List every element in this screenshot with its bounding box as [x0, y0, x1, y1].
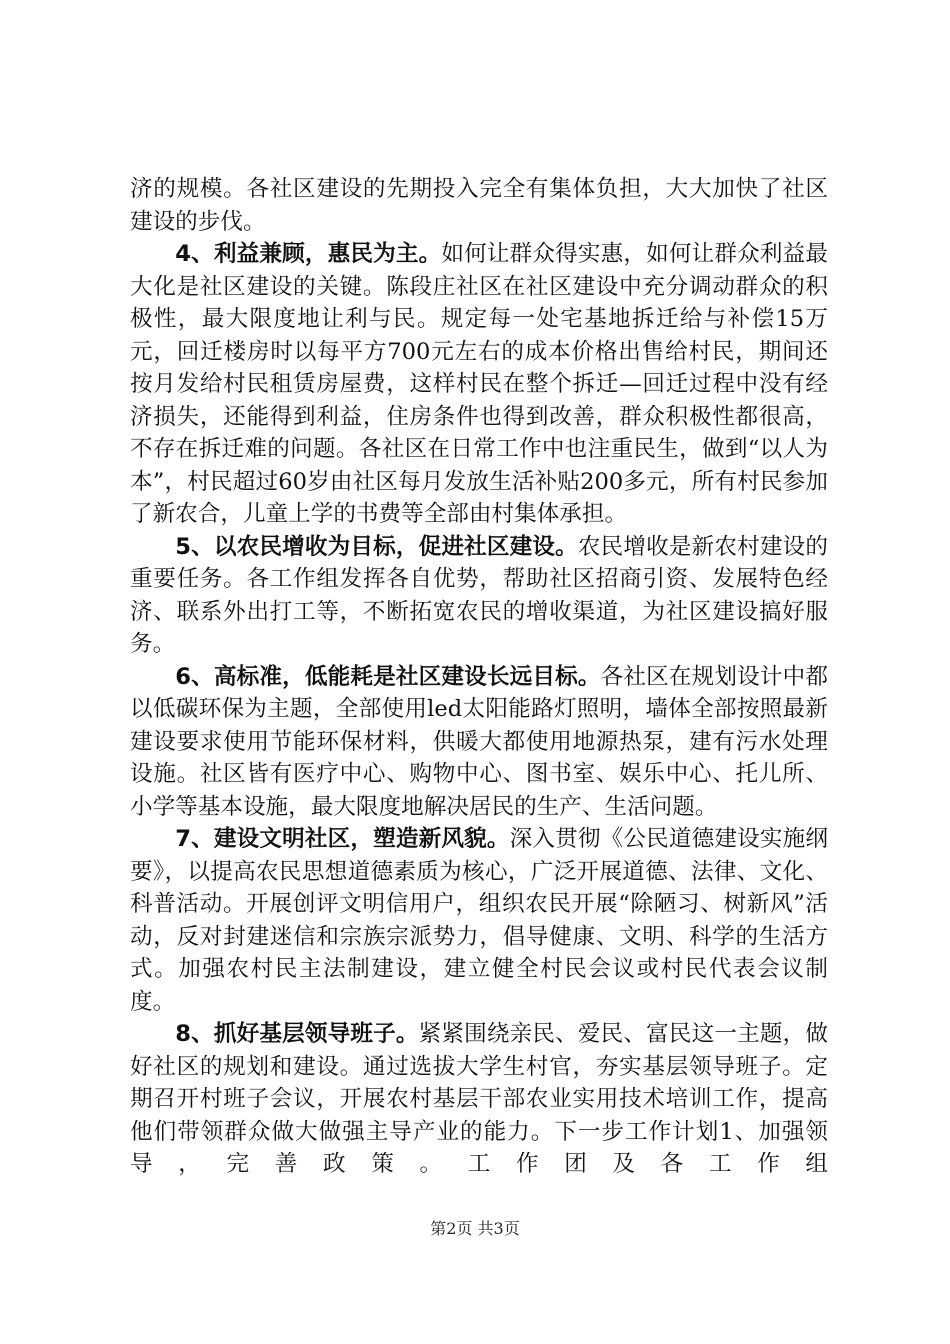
paragraph-item-4	[130, 238, 828, 531]
paragraph-item-8	[130, 1018, 828, 1181]
paragraph-heading: 4、利益兼顾，惠民为主。	[175, 241, 442, 267]
page-number-footer: 第2页 共3页	[430, 1219, 520, 1238]
paragraph-text: 济的规模。各社区建设的先期投入完全有集体负担，大大加快了社区建设的步伐。	[130, 176, 828, 235]
paragraph-text: 农民增收是新农村建设的重要任务。各工作组发挥各自优势，帮助社区招商引资、发展特色经济、联系外出打工等，不断拓宽农民的增收渠道，为社区建设搞好服务。	[130, 533, 828, 657]
paragraph-heading: 8、抓好基层领导班子。	[175, 1021, 419, 1047]
paragraph-text: 如何让群众得实惠，如何让群众利益最大化是社区建设的关键。陈段庄社区在社区建设中充分调动群众的积极性，最大限度地让利与民。规定每一处宅基地拆迁给与补偿15万元，回迁楼房时以每平方700元左右的成本价格出售给村民，期间还按月发给村民租赁房屋费，这样村民在整个拆迁—回迁过程中没有经济损失，还能得到利益，住房条件也得到改善，群众积极性都很高，不存在拆迁难的问题。各社区在日常工作中也注重民生，做到“以人为本”，村民超过60岁由社区每月发放生活补贴200多元，所有村民参加了新农合，儿童上学的书费等全部由村集体承担。	[130, 241, 828, 527]
paragraph-text: 各社区在规划设计中都以低碳环保为主题，全部使用led太阳能路灯照明，墙体全部按照最新建设要求使用节能环保材料，供暖大都使用地源热泵，建有污水处理设施。社区皆有医疗中心、购物中心、图书室、娱乐中心、托儿所、小学等基本设施，最大限度地解决居民的生产、生活问题。	[130, 663, 828, 820]
paragraph-heading: 6、高标准，低能耗是社区建设长远目标。	[175, 663, 601, 690]
paragraph-heading: 5、以农民增收为目标，促进社区建设。	[175, 533, 578, 560]
paragraph-text: 紧紧围绕亲民、爱民、富民这一主题，做好社区的规划和建设。通过选拔大学生村官，夯实基层领导班子。定期召开村班子会议，开展农村基层干部农业实用技术培训工作，提高他们带领群众做大做强主导产业的能力。下一步工作计划1、加强领导，完善政策。工作团及各工作组	[130, 1021, 829, 1177]
paragraph-item-5	[130, 531, 828, 661]
paragraph-text: 深入贯彻《公民道德建设实施纲要》，以提高农民思想道德素质为核心，广泛开展道德、法律、文化、科普活动。开展创评文明信用户，组织农民开展“除陋习、树新风”活动，反对封建迷信和宗族宗派势力，倡导健康、文明、科学的生活方式。加强农村民主法制建设，建立健全村民会议或村民代表会议制度。	[130, 826, 828, 1015]
document-body	[130, 173, 828, 1181]
paragraph-item-7	[130, 823, 828, 1018]
paragraph-continuation	[130, 173, 828, 238]
paragraph-item-6	[130, 661, 828, 824]
paragraph-heading: 7、建设文明社区，塑造新风貌。	[175, 826, 510, 852]
